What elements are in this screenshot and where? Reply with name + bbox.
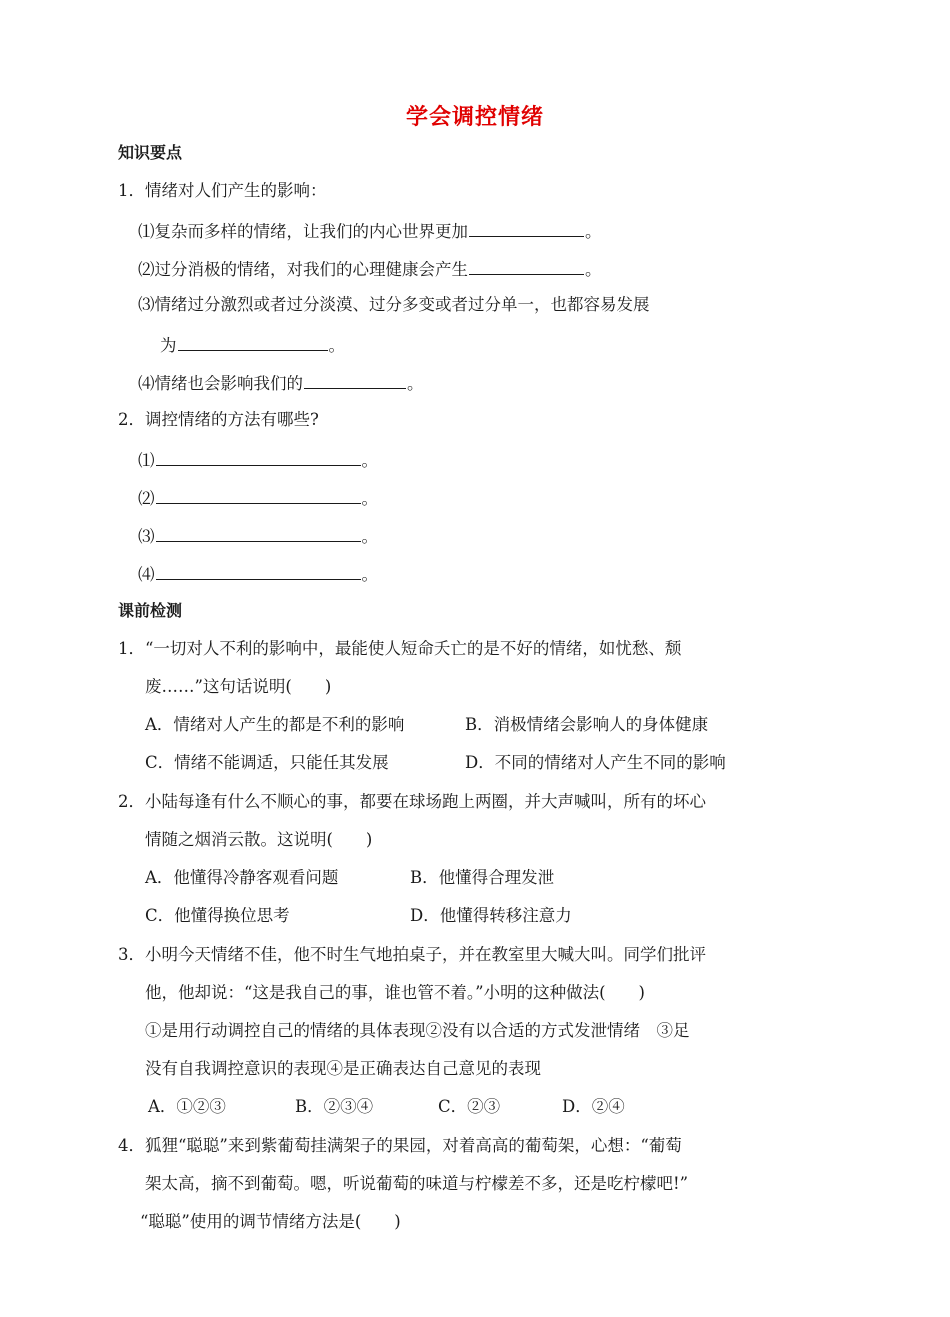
question-2-item-1 (138, 447, 378, 472)
pretest-q3-line-4: 没有自我调控意识的表现④是正确表达自己意见的表现 (145, 1059, 541, 1078)
item-suffix: 。 (407, 374, 424, 393)
fill-blank[interactable] (469, 218, 584, 237)
item-suffix: 。 (361, 451, 378, 470)
question-1-item-3-continued (160, 332, 345, 357)
section-heading-knowledge: 知识要点 (118, 143, 183, 162)
pretest-q1-option-d[interactable]: D．不同的情绪对人产生不同的影响 (465, 753, 726, 772)
question-2-stem: 2．调控情绪的方法有哪些? (118, 410, 319, 429)
question-2-item-4 (138, 561, 378, 586)
fill-blank[interactable] (156, 523, 361, 542)
pretest-q1-option-a[interactable]: A．情绪对人产生的都是不利的影响 (145, 715, 405, 734)
fill-blank[interactable] (156, 447, 361, 466)
pretest-q3-option-c[interactable]: C．②③ (438, 1097, 501, 1116)
item-text: ⑶情绪过分激烈或者过分淡漠、过分多变或者过分单一，也都容易发展 (138, 295, 650, 314)
question-1-item-1 (138, 218, 602, 243)
item-suffix: 。 (361, 527, 378, 546)
pretest-q3-line-1: 3．小明今天情绪不佳，他不时生气地拍桌子，并在教室里大喊大叫。同学们批评 (118, 945, 706, 964)
item-suffix: 。 (585, 260, 602, 279)
page-title: 学会调控情绪 (405, 105, 544, 130)
pretest-q2-line-2: 情随之烟消云散。这说明( ) (145, 830, 373, 849)
item-text: ⑷情绪也会影响我们的 (138, 374, 303, 393)
section-heading-pretest: 课前检测 (118, 601, 183, 620)
question-1-stem: 1．情绪对人们产生的影响： (118, 181, 327, 200)
pretest-q1-line-2: 废……”这句话说明( ) (145, 677, 332, 696)
pretest-q3-line-3: ①是用行动调控自己的情绪的具体表现②没有以合适的方式发泄情绪 ③足 (145, 1021, 690, 1040)
pretest-q3-option-a[interactable]: A．①②③ (148, 1097, 226, 1116)
pretest-q2-option-c[interactable]: C．他懂得换位思考 (145, 906, 290, 925)
item-suffix: 。 (361, 489, 378, 508)
question-2-item-3 (138, 523, 378, 548)
pretest-q2-line-1: 2．小陆每逢有什么不顺心的事，都要在球场跑上两圈，并大声喊叫，所有的坏心 (118, 792, 706, 811)
pretest-q3-option-b[interactable]: B．②③④ (295, 1097, 374, 1116)
pretest-q1-option-c[interactable]: C．情绪不能调适，只能任其发展 (145, 753, 389, 772)
item-text: ⑵过分消极的情绪，对我们的心理健康会产生 (138, 260, 468, 279)
item-text: ⑷ (138, 565, 155, 584)
pretest-q1-option-b[interactable]: B．消极情绪会影响人的身体健康 (465, 715, 709, 734)
pretest-q4-line-3: “聪聪”使用的调节情绪方法是( ) (140, 1212, 401, 1231)
question-2-item-2 (138, 485, 378, 510)
item-text: ⑴ (138, 451, 155, 470)
pretest-q1-line-1: 1．“一切对人不利的影响中，最能使人短命夭亡的是不好的情绪，如忧愁、颓 (118, 639, 682, 658)
fill-blank[interactable] (469, 256, 584, 275)
item-suffix: 。 (585, 222, 602, 241)
pretest-q3-line-2: 他，他却说：“这是我自己的事，谁也管不着。”小明的这种做法( ) (145, 983, 645, 1002)
pretest-q4-line-2: 架太高，摘不到葡萄。嗯，听说葡萄的味道与柠檬差不多，还是吃柠檬吧!” (145, 1174, 689, 1193)
question-1-item-2 (138, 256, 602, 281)
pretest-q2-option-b[interactable]: B．他懂得合理发泄 (410, 868, 555, 887)
fill-blank[interactable] (304, 370, 406, 389)
fill-blank[interactable] (178, 332, 328, 351)
question-1-item-3 (138, 294, 650, 316)
item-text: ⑶ (138, 527, 155, 546)
pretest-q4-line-1: 4．狐狸“聪聪”来到紫葡萄挂满架子的果园，对着高高的葡萄架，心想：“葡萄 (118, 1136, 682, 1155)
item-text: 为 (160, 336, 177, 355)
pretest-q3-option-d[interactable]: D．②④ (562, 1097, 625, 1116)
item-suffix: 。 (361, 565, 378, 584)
fill-blank[interactable] (156, 561, 361, 580)
item-text: ⑴复杂而多样的情绪，让我们的内心世界更加 (138, 222, 468, 241)
item-text: ⑵ (138, 489, 155, 508)
pretest-q2-option-d[interactable]: D．他懂得转移注意力 (410, 906, 572, 925)
item-suffix: 。 (328, 336, 345, 355)
pretest-q2-option-a[interactable]: A．他懂得冷静客观看问题 (145, 868, 339, 887)
question-1-item-4 (138, 370, 424, 395)
fill-blank[interactable] (156, 485, 361, 504)
